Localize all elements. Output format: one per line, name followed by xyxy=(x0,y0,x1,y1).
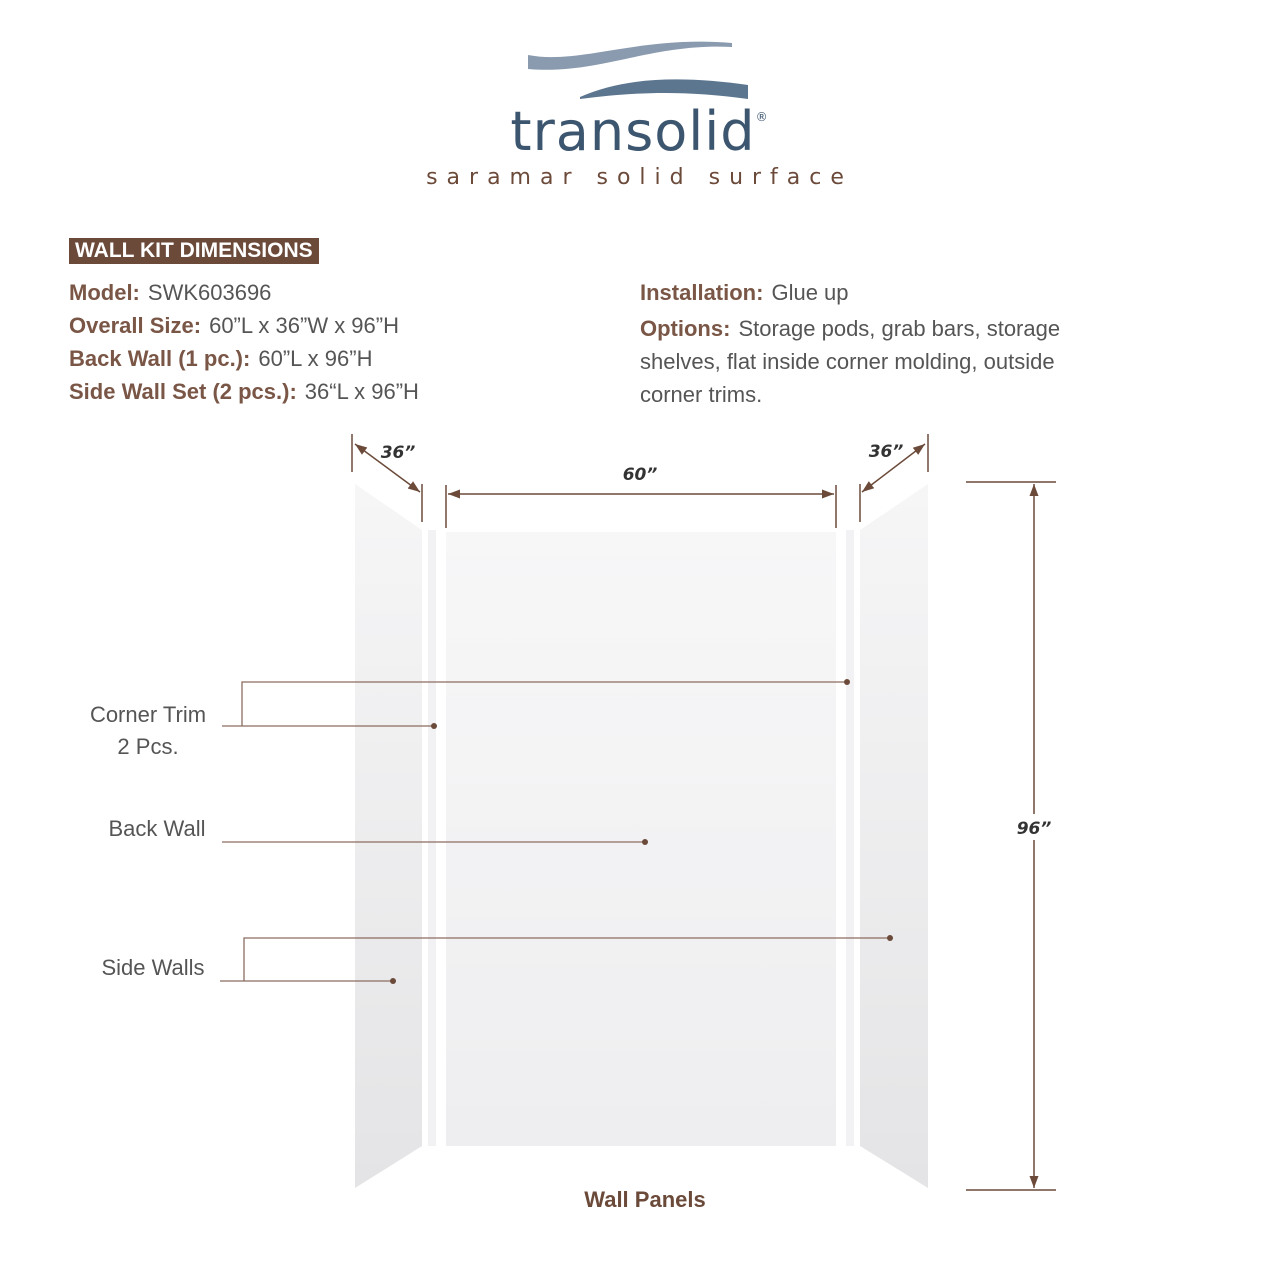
spec-label: Side Wall Set (2 pcs.): xyxy=(69,379,297,404)
registered-mark: ® xyxy=(755,110,769,124)
side-walls-label: Side Walls xyxy=(101,955,205,980)
spec-value: 36“L x 96”H xyxy=(304,379,419,404)
diagram-caption: Wall Panels xyxy=(584,1187,706,1212)
logo-tagline: saramar solid surface xyxy=(426,165,853,190)
corner-trim-label-line1: Corner Trim xyxy=(89,702,207,727)
spec-value: 60”L x 96”H xyxy=(258,346,373,371)
spec-value: 60”L x 36”W x 96”H xyxy=(209,313,399,338)
back-width-label: 60” xyxy=(622,465,658,485)
corner-trim-label xyxy=(70,702,226,760)
spec-value: SWK603696 xyxy=(147,280,272,305)
left-depth-label: 36” xyxy=(380,443,416,463)
corner-trim-label-line2: 2 Pcs. xyxy=(117,734,179,759)
spec-label: Overall Size: xyxy=(69,313,202,338)
spec-label: Installation: xyxy=(640,280,764,305)
right-side-wall-panel xyxy=(860,484,928,1188)
spec-label: Back Wall (1 pc.): xyxy=(69,346,251,371)
left-corner-trim xyxy=(428,530,436,1146)
spec-label: Options: xyxy=(640,316,731,341)
logo-name-text: transolid xyxy=(510,100,756,163)
spec-value: Storage pods, grab bars, storage shelves, flat inside corner molding, outside corner trims. xyxy=(640,316,1061,407)
right-corner-trim xyxy=(846,530,854,1146)
height-label: 96” xyxy=(1016,819,1052,839)
back-wall-label: Back Wall xyxy=(108,816,206,841)
left-side-wall-panel xyxy=(355,484,422,1188)
right-depth-label: 36” xyxy=(868,442,904,462)
spec-value: Glue up xyxy=(771,280,849,305)
section-heading: WALL KIT DIMENSIONS xyxy=(69,238,319,264)
back-wall-panel xyxy=(446,532,836,1146)
spec-label: Model: xyxy=(69,280,140,305)
